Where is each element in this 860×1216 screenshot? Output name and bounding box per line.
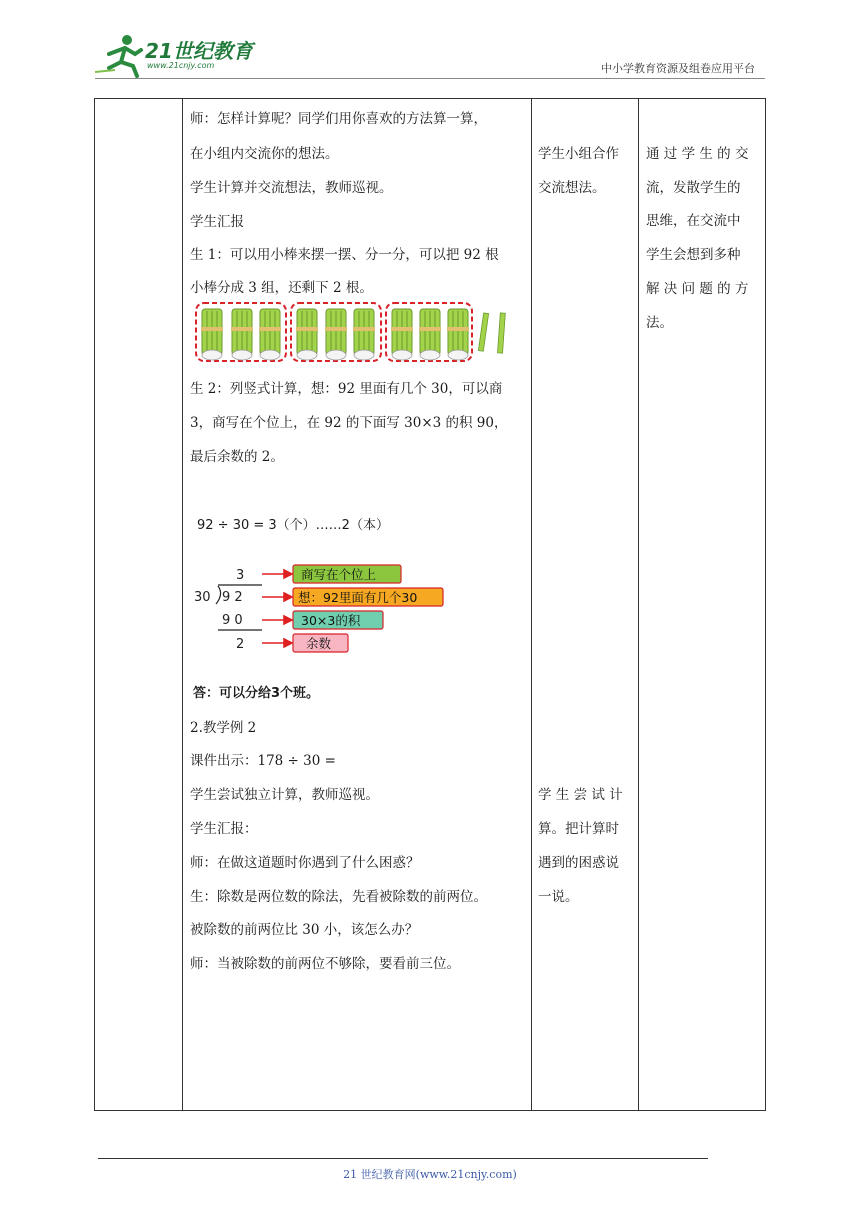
division-equation: 92 ÷ 30 = 3（个）……2（本） [197,518,389,533]
logo-url: www.21cnjy.com [147,61,215,70]
remainder: 2 [236,637,245,652]
column-divider [638,99,639,1110]
col3-text: 算。把计算时 [538,821,619,837]
product: 9 0 [222,613,243,628]
quotient-digit: 3 [236,568,245,583]
text-line: 师：在做这道题时你遇到了什么困惑？ [190,855,420,871]
page-header [95,30,765,80]
text-line: 生：除数是两位数的除法，先看被除数的前两位。 [190,889,487,905]
text-line: 师：怎样计算呢？同学们用你喜欢的方法算一算， [190,111,487,127]
text-line: 课件出示：178 ÷ 30 = [190,753,336,769]
logo-text: 21世纪教育 [145,39,253,63]
label-remainder: 余数 [306,636,332,651]
dividend: 9 2 [222,590,243,605]
col3-text: 学 生 尝 试 计 [538,787,623,803]
col4-text: 法。 [646,315,673,331]
text-line: 学生汇报 [190,214,244,230]
single-stick [478,313,488,351]
col3-text: 交流想法。 [538,180,606,196]
col4-text: 解 决 问 题 的 方 [646,281,749,297]
text-line: 学生尝试独立计算，教师巡视。 [190,787,379,803]
platform-title: 中小学教育资源及组卷应用平台 [601,62,755,75]
text-line: 在小组内交流你的想法。 [190,146,339,162]
text-line: 被除数的前两位比 30 小，该怎么办？ [190,922,419,938]
col3-text: 学生小组合作 [538,146,619,162]
col4-text: 流，发散学生的 [646,180,741,196]
single-stick [498,313,506,353]
text-line: 小棒分成 3 组，还剩下 2 根。 [190,280,373,296]
text-line: 学生汇报： [190,821,258,837]
text-line: 师：当被除数的前两位不够除，要看前三位。 [190,956,460,972]
answer-text: 答：可以分给3个班。 [193,686,320,701]
col3-text: 一说。 [538,889,579,905]
divisor: 30 [194,590,211,605]
text-line: 学生计算并交流想法，教师巡视。 [190,180,393,196]
col4-text: 思维，在交流中 [646,213,741,229]
sticks-bundles-illustration [194,301,516,365]
col4-text: 学生会想到多种 [646,247,741,263]
column-divider [531,99,532,1110]
column-divider [182,99,183,1110]
text-line: 生 1：可以用小棒来摆一摆、分一分，可以把 92 根 [190,247,499,263]
col4-text: 通 过 学 生 的 交 [646,146,749,162]
footer-divider [98,1158,708,1159]
footer-link[interactable]: 21 世纪教育网(www.21cnjy.com) [343,1168,517,1181]
long-division-diagram [188,562,458,658]
label-product: 30×3的积 [301,613,361,628]
label-think: 想：92里面有几个30 [298,590,418,605]
header-divider [95,78,765,79]
text-line: 3，商写在个位上，在 92 的下面写 30×3 的积 90， [190,415,508,431]
col3-text: 遇到的困惑说 [538,855,619,871]
text-line: 生 2：列竖式计算，想：92 里面有几个 30，可以商 [190,381,503,397]
label-quotient-position: 商写在个位上 [301,567,377,582]
text-line: 最后余数的 2。 [190,449,284,465]
text-line: 2.教学例 2 [190,720,257,736]
